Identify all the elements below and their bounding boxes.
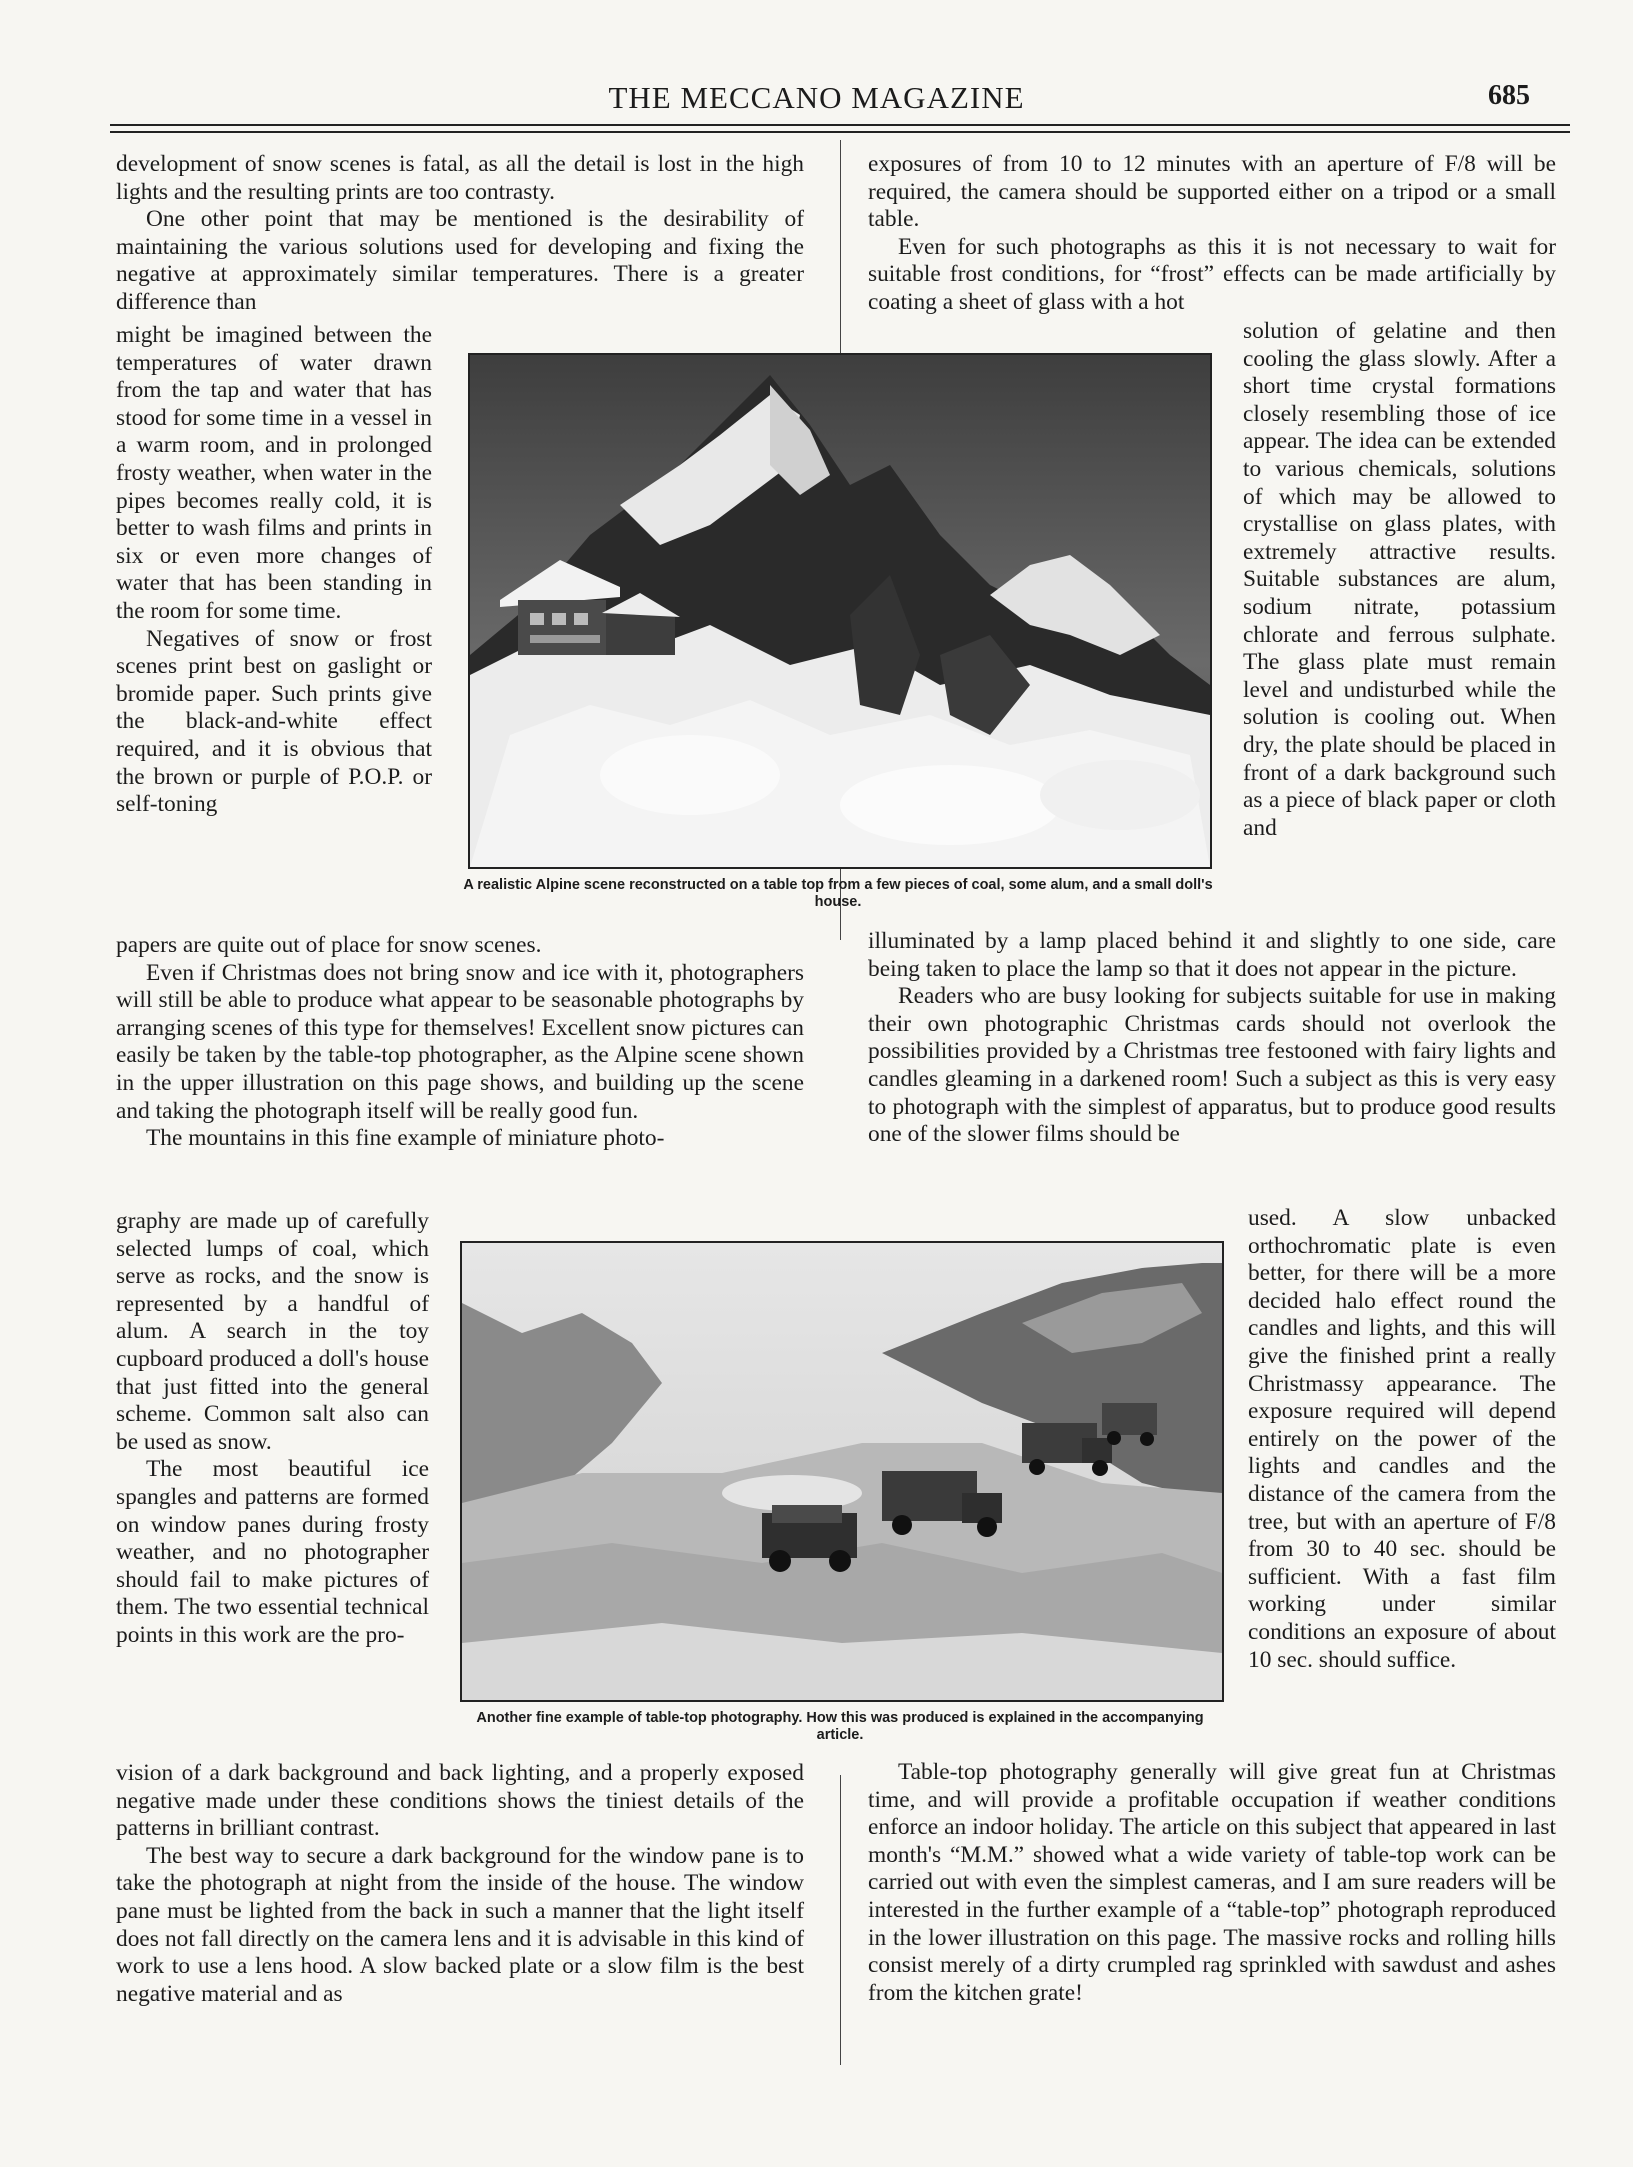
paragraph: solution of gelatine and then cooling the glass slowly. After a short time crystal formations closely resembling those of ice appear. The idea can be extended to various chemicals, solutions of which may be allowed to crystallise on glass plates, with extremely attractive results. Suitable substances are alum, sodium nitrate, potassium chlorate and ferrous sulphate. The glass plate must remain level and undisturbed while the solution is cooling out. When dry, the plate should be placed in front of a dark background such as a piece of black paper or cloth and	[1243, 318, 1556, 841]
right-column-middle	[868, 928, 1556, 1149]
paragraph: vision of a dark background and back lighting, and a properly exposed negative made under these conditions shows the tiniest details of the patterns in brilliant contrast.	[116, 1760, 804, 1842]
bottom-figure-caption: Another fine example of table-top photography. How this was produced is explained in the accompanying article.	[476, 1710, 1204, 1743]
paragraph: exposures of from 10 to 12 minutes with an aperture of F/8 will be required, the camera should be supported either on a tripod or a small table.	[868, 151, 1556, 233]
paragraph: graphy are made up of carefully selected lumps of coal, which serve as rocks, and the snow is represented by a handful of alum. A search in the toy cupboard produced a doll's house that just fitted into the general scheme. Common salt also can be used as snow.	[116, 1208, 429, 1455]
right-column-bottom	[868, 1759, 1556, 2007]
right-column-top	[868, 151, 1556, 317]
left-column-beside-bottom-figure	[116, 1208, 429, 1650]
alpine-scene-image	[470, 355, 1210, 867]
column-divider-lower	[840, 1775, 841, 2065]
left-column-bottom	[116, 1760, 804, 2008]
paragraph: The mountains in this fine example of miniature photo-	[146, 1125, 665, 1152]
paragraph: development of snow scenes is fatal, as all the detail is lost in the high lights and the resulting prints are too contrasty.	[116, 151, 804, 205]
paragraph: Even if Christmas does not bring snow and ice with it, photographers will still be able to produce what appear to be seasonable photographs by arranging scenes of this type for themselves! Excellent snow pictures can easily be taken by the table-top photographer, as the Alpine scene shown in the upper illustration on this page shows, and building up the scene and taking the photograph itself will be really good fun.	[116, 959, 804, 1124]
paragraph: The best way to secure a dark background for the window pane is to take the photograph at night from the inside of the house. The window pane must be lighted from the back in such a manner that the light itself does not fall directly on the camera lens and it is advisable in this kind of work to use a lens hood. A slow backed plate or a slow film is the best negative material and as	[116, 1842, 804, 2007]
right-column-beside-top-figure	[1243, 318, 1556, 842]
paragraph: Readers who are busy looking for subjects suitable for use in making their own photographic Christmas cards should not overlook the possibilities provided by a Christmas tree festooned with fairy lights and candles gleaming in a darkened room! Such a subject as this is very easy to photograph with the simplest of apparatus, but to produce good results one of the slower films should be	[868, 983, 1556, 1148]
paragraph: Even for such photographs as this it is not necessary to wait for suitable frost conditions, for “frost” effects can be made artificially by coating a sheet of glass with a hot	[868, 233, 1556, 315]
paragraph: used. A slow unbacked orthochromatic plate is even better, for there will be a more decided halo effect round the candles and lights, and this will give the finished print a really Christmassy appearance. The exposure required will depend entirely on the power of the lights and candles and the distance of the camera from the tree, but with an aperture of F/8 from 30 to 40 sec. should be sufficient. With a fast film working under similar conditions an exposure of about 10 sec. should suffice.	[1248, 1205, 1556, 1673]
paragraph: illuminated by a lamp placed behind it and slightly to one side, care being taken to place the lamp so that it does not appear in the picture.	[868, 928, 1556, 982]
left-column-beside-top-figure	[116, 322, 432, 819]
header-rule-bottom	[110, 131, 1570, 133]
paragraph: The most beautiful ice spangles and patterns are formed on window panes during frosty weather, and no photographer should fail to make pictures of them. The two essential technical points in this work are the pro-	[116, 1456, 429, 1648]
magazine-title: THE MECCANO MAGAZINE	[608, 80, 1025, 115]
paragraph: One other point that may be mentioned is the desirability of maintaining the various solutions used for developing and fixing the negative at approximately similar temperatures. There is a greater difference than	[116, 206, 804, 315]
page-number: 685	[1488, 80, 1530, 111]
left-column-top	[116, 151, 804, 317]
paragraph: Negatives of snow or frost scenes print best on gaslight or bromide paper. Such prints give the black-and-white effect required, and it is obvious that the brown or purple of P.O.P. or self-toning	[116, 625, 432, 818]
header-rule-top	[110, 124, 1570, 126]
top-figure-caption: A realistic Alpine scene reconstructed on a table top from a few pieces of coal, some alum, and a small doll's house.	[463, 877, 1213, 910]
paragraph: papers are quite out of place for snow scenes.	[116, 932, 542, 958]
table-top-landscape-image	[462, 1243, 1222, 1700]
right-column-beside-bottom-figure	[1248, 1205, 1556, 1674]
table-top-landscape-photo	[460, 1241, 1224, 1702]
alpine-scene-photo	[468, 353, 1212, 869]
paragraph: Table-top photography generally will give great fun at Christmas time, and will provide a profitable occupation if weather conditions enforce an indoor holiday. The article on this subject that appeared in last month's “M.M.” showed what a wide variety of table-top work can be carried out with even the simplest cameras, and I am sure readers will be interested in the further example of a “table-top” photograph reproduced in the lower illustration on this page. The massive rocks and rolling hills consist merely of a dirty crumpled rag sprinkled with sawdust and ashes from the kitchen grate!	[868, 1759, 1556, 2006]
left-column-middle	[116, 932, 804, 1153]
paragraph: might be imagined between the temperatures of water drawn from the tap and water that has stood for some time in a vessel in a warm room, and in prolonged frosty weather, when water in the pipes becomes really cold, it is better to wash films and prints in six or even more changes of water that has been standing in the room for some time.	[116, 322, 432, 624]
